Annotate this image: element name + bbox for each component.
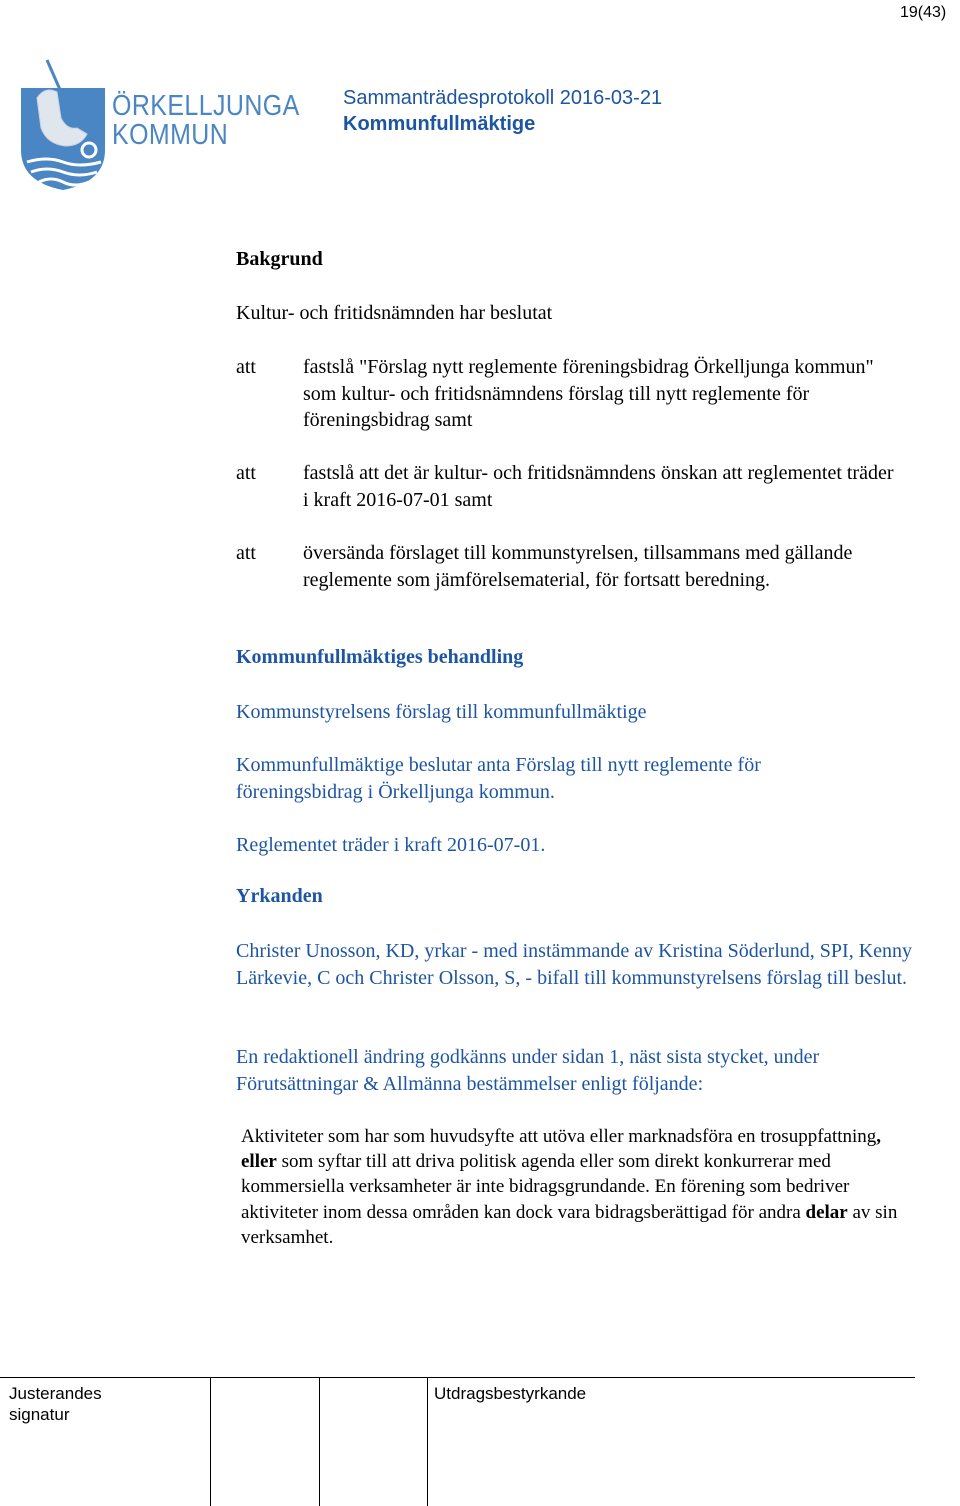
behandling-paragraph: Kommunfullmäktige beslutar anta Förslag till nytt reglemente för föreningsbidrag i Örkelljunga kommun. (236, 754, 761, 803)
section-heading-behandling: Kommunfullmäktiges behandling (236, 646, 524, 668)
att-clause-text: översända förslaget till kommunstyrelsen, tillsammans med gällande reglemente som jämförelsematerial, för fortsatt beredning. (303, 542, 853, 591)
behandling-paragraph: Kommunstyrelsens förslag till kommunfullmäktige (236, 701, 647, 723)
footer-top-rule (0, 1377, 915, 1378)
yrkanden-paragraph: En redaktionell ändring godkänns under sidan 1, näst sista stycket, under Förutsättningar & Allmänna bestämmelser enligt följande: (236, 1046, 820, 1095)
quote-bold-text: delar (805, 1201, 848, 1223)
quote-text: som syftar till att driva politisk agenda eller som direkt konkurrerar med kommersiella verksamheter är inte bidragsgrundande. En förening som bedriver aktiviteter inom dessa områden kan dock vara bidragsberättigad för andra (241, 1151, 850, 1223)
att-label: att (236, 462, 256, 484)
amendment-quote (241, 1124, 901, 1250)
utdragsbestyrkande-label: Utdragsbestyrkande (434, 1384, 587, 1403)
footer-label-line: signatur (9, 1405, 70, 1424)
justerandes-signatur-label (9, 1383, 102, 1425)
quote-text: av sin verksamhet. (241, 1201, 898, 1248)
yrkanden-paragraph: Christer Unosson, KD, yrkar - med instämmande av Kristina Söderlund, SPI, Kenny Lärkevie, C och Christer Olsson, S, - bifall till kommunstyrelsens förslag till beslut. (236, 940, 913, 989)
signature-footer (0, 1377, 960, 1506)
logo-text-line1: ÖRKELLJUNGA (112, 90, 300, 122)
signature-box-divider (319, 1377, 320, 1506)
document-title: Sammanträdesprotokoll 2016-03-21 (343, 87, 663, 109)
logo-text-line2: KOMMUN (112, 119, 229, 151)
orkelljunga-coat-of-arms-logo (17, 58, 109, 190)
section-heading-bakgrund: Bakgrund (236, 248, 323, 270)
behandling-paragraph: Reglementet träder i kraft 2016-07-01. (236, 834, 546, 856)
section-heading-yrkanden: Yrkanden (236, 885, 323, 907)
quote-bold-text: , eller (241, 1126, 882, 1173)
bakgrund-intro: Kultur- och fritidsnämnden har beslutat (236, 302, 553, 324)
quote-text: Aktiviteter som har som huvudsyfte att utöva eller marknadsföra en trosuppfattning (241, 1126, 877, 1147)
att-clause-text: fastslå "Förslag nytt reglemente föreningsbidrag Örkelljunga kommun" som kultur- och fritidsnämndens förslag till nytt reglemente för föreningsbidrag samt (303, 356, 874, 431)
signature-box-divider (210, 1377, 211, 1506)
att-label: att (236, 356, 256, 378)
footer-label-line: Justerandes (9, 1384, 102, 1403)
att-clause-text: fastslå att det är kultur- och fritidsnämndens önskan att reglementet träder i kraft 2016-07-01 samt (303, 462, 894, 511)
signature-box-divider (427, 1377, 428, 1506)
att-label: att (236, 542, 256, 564)
page-number: 19(43) (900, 4, 947, 21)
document-subtitle: Kommunfullmäktige (343, 113, 536, 135)
